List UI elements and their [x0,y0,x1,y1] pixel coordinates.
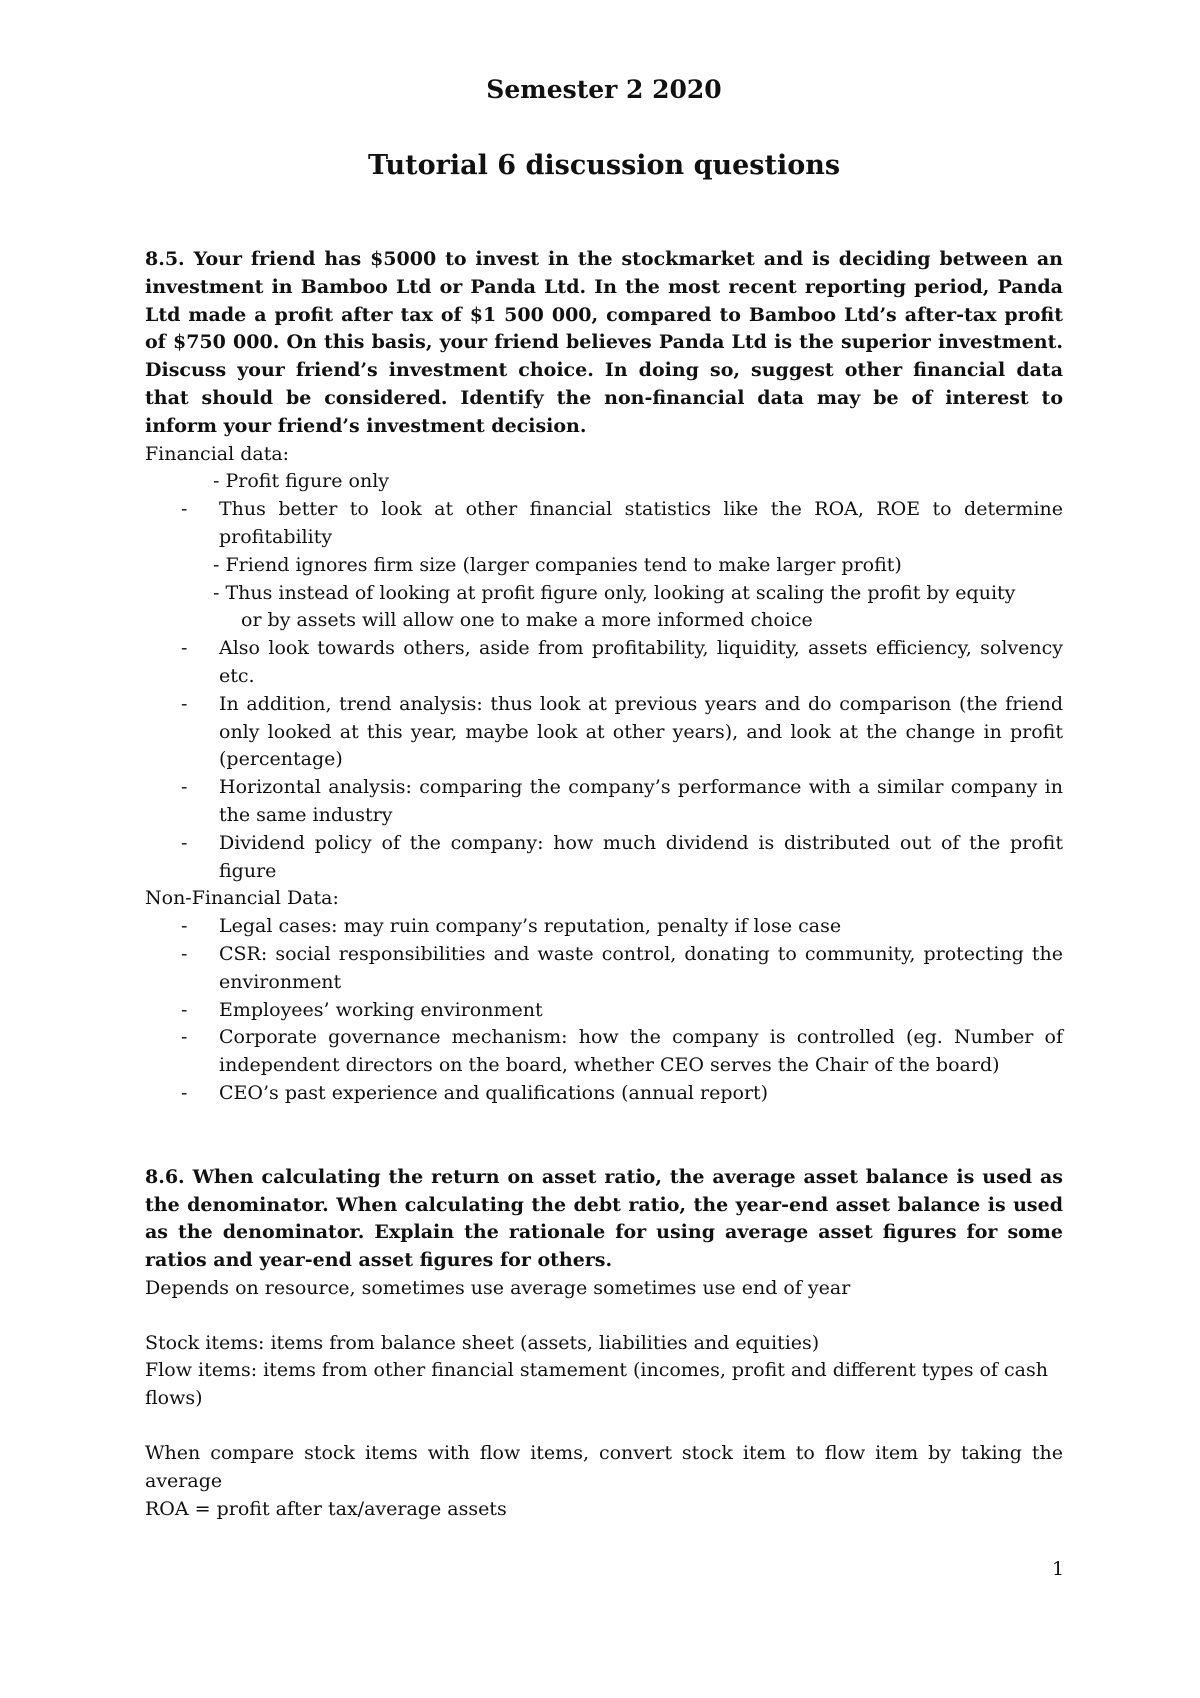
answer-line: Depends on resource, sometimes use average sometimes use end of year [145,1276,851,1299]
paragraph-spacer [145,1413,1063,1440]
list-item: - Profit figure only [213,470,390,493]
non-financial-data-list [145,913,1063,1108]
financial-data-label: Financial data: [145,442,290,465]
question-8-6: 8.6. When calculating the return on asset ratio, the average asset balance is used as the denominator. When calculating the debt ratio, the year-end asset balance is used as the denominator. Explain the rationale for using average asset figures for some ratios and year-end asset figures for others. [145,1165,1063,1272]
flow-items-text: Flow items: items from other financial stamement (incomes, profit and different types of cash flows) [145,1359,1048,1410]
list-item: or by assets will allow one to make a more informed choice [241,609,813,632]
document-subtitle: Tutorial 6 discussion questions [367,150,841,181]
list-item: - Thus instead of looking at profit figure only, looking at scaling the profit by equity [213,581,1016,604]
roa-formula: ROA = profit after tax/average assets [145,1497,507,1520]
list-item: - Horizontal analysis: comparing the company’s performance with a similar company in the same industry [219,774,1063,830]
list-item: - Dividend policy of the company: how much dividend is distributed out of the profit figure [219,830,1063,886]
list-item: - Legal cases: may ruin company’s reputation, penalty if lose case [219,913,1063,941]
stock-items-text: Stock items: items from balance sheet (assets, liabilities and equities) [145,1331,820,1354]
paragraph-spacer [145,1303,1063,1330]
list-item: - In addition, trend analysis: thus look at previous years and do comparison (the friend only looked at this year, maybe look at other years), and look at the change in profit (percentage) [219,691,1063,774]
compare-text: When compare stock items with flow items, convert stock item to flow item by taking the average [145,1442,1063,1492]
section-spacer [145,1108,1063,1164]
list-item: - Friend ignores firm size (larger companies tend to make larger profit) [213,553,902,576]
list-item: - CSR: social responsibilities and waste control, donating to community, protecting the environment [219,941,1063,997]
list-item: - Corporate governance mechanism: how the company is controlled (eg. Number of independent directors on the board, whether CEO serves the Chair of the board) [219,1024,1063,1080]
non-financial-data-label: Non-Financial Data: [145,887,339,910]
question-8-5: 8.5. Your friend has $5000 to invest in the stockmarket and is deciding between an investment in Bamboo Ltd or Panda Ltd. In the most recent reporting period, Panda Ltd made a profit after tax of $1 500 000, compared to Bamboo Ltd’s after-tax profit of $750 000. On this basis, your friend believes Panda Ltd is the superior investment. Discuss your friend’s investment choice. In doing so, suggest other financial data that should be considered. Identify the non-financial data may be of interest to inform your friend’s investment decision. [145,248,1063,437]
list-item: - CEO’s past experience and qualifications (annual report) [219,1080,1063,1108]
document-title: Semester 2 2020 [486,75,722,104]
list-item: - Employees’ working environment [219,997,1063,1025]
list-item: - Also look towards others, aside from profitability, liquidity, assets efficiency, solvency etc. [219,635,1063,691]
list-item: - Thus better to look at other financial statistics like the ROA, ROE to determine profitability [219,496,1063,552]
page-number: 1 [1052,1558,1065,1580]
document-page [145,72,1063,1523]
financial-data-list [145,468,1063,885]
